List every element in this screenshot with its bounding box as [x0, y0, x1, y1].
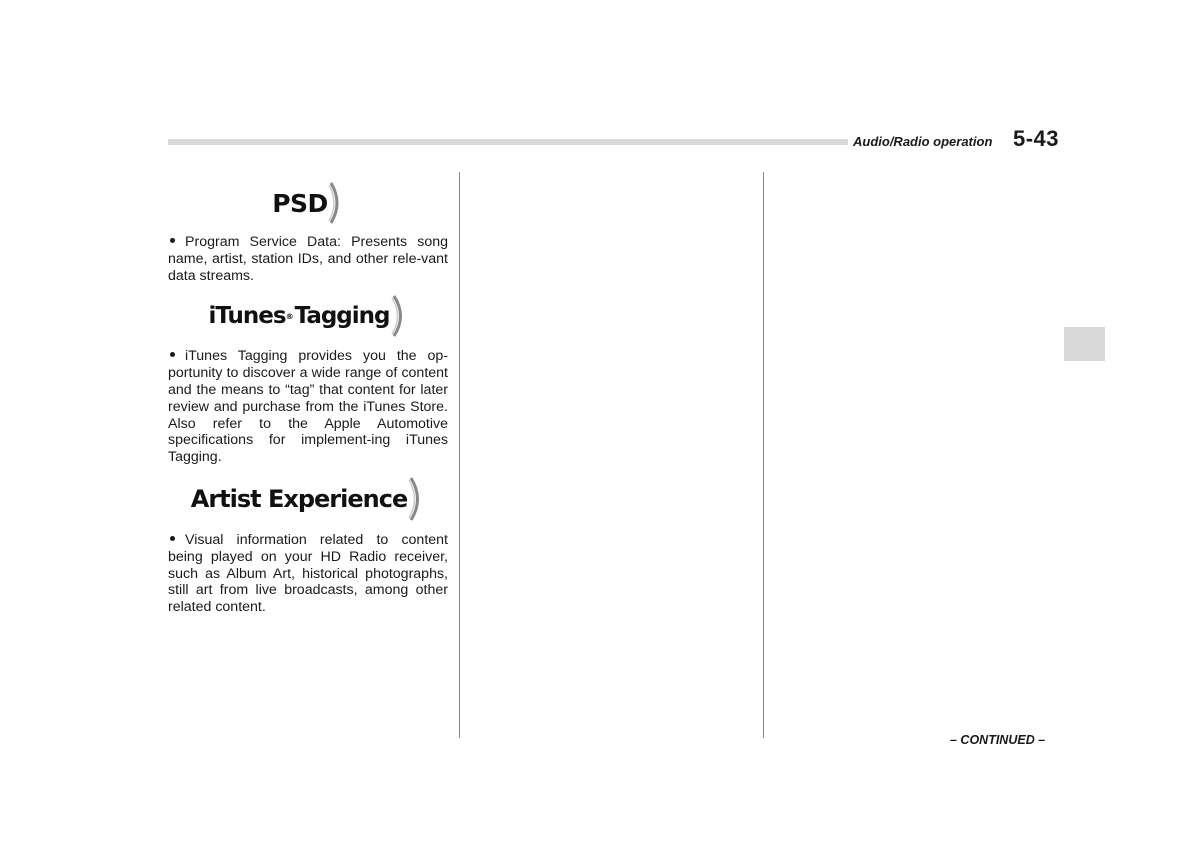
artist-logo-arc-icon	[407, 475, 425, 523]
paragraph-program-service-data	[168, 234, 448, 284]
section-title: Audio/Radio operation	[853, 134, 993, 149]
psd-logo-arc-icon	[328, 180, 344, 226]
psd-logo-text: PSD	[272, 188, 328, 218]
page-number: 5-43	[1013, 126, 1060, 151]
paragraph-artist-experience	[168, 532, 448, 616]
chapter-tab	[1064, 327, 1105, 361]
content-column	[168, 172, 448, 616]
header-rule	[168, 139, 848, 145]
paragraph-text: Visual information related to content being played on your HD Radio receiver, such as Album Art, historical photographs, still art from live broadcasts, among other related content.	[168, 531, 448, 616]
column-divider-left	[459, 172, 460, 738]
column-divider-right	[763, 172, 764, 738]
continued-label: – CONTINUED –	[950, 733, 1046, 747]
registered-mark: ®	[285, 311, 293, 321]
bullet-icon	[170, 536, 175, 541]
bullet-icon	[170, 352, 175, 357]
tagging-logo-text: Tagging	[294, 303, 390, 330]
paragraph-text: iTunes Tagging provides you the op-portunity to discover a wide range of content and the means to “tag” that content for later review and purchase from the iTunes Store. Also refer to the Apple Automotive specifications for implement-ing iTunes Tagging.	[168, 348, 448, 466]
psd-logo	[168, 178, 448, 228]
artist-experience-logo	[168, 474, 448, 524]
paragraph-itunes-tagging	[168, 348, 448, 466]
itunes-logo-arc-icon	[390, 293, 408, 339]
artist-experience-logo-text: Artist Experience	[190, 484, 408, 513]
bullet-icon	[170, 238, 175, 243]
paragraph-text: Program Service Data: Presents song name, artist, station IDs, and other rele-vant data streams.	[168, 234, 448, 284]
itunes-logo-text: iTunes	[208, 303, 286, 330]
itunes-tagging-logo	[168, 292, 448, 340]
